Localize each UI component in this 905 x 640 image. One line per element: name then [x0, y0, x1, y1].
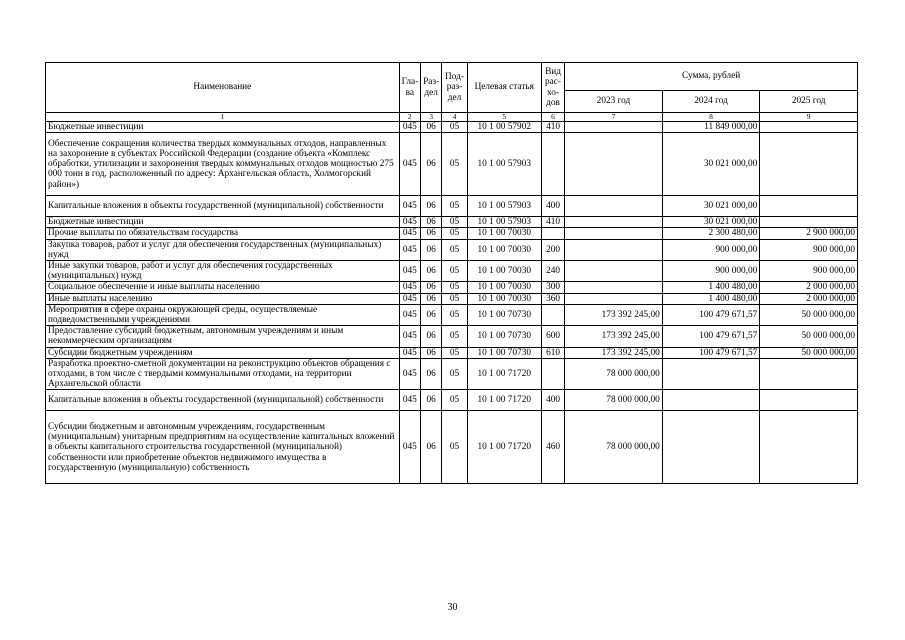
col-number: 6 — [541, 113, 564, 122]
header-expense-type: Вид рас-хо-дов — [541, 63, 564, 113]
row-razdel: 06 — [420, 390, 441, 411]
row-sum-2024: 1 400 480,00 — [662, 293, 760, 304]
row-target-article: 10 1 00 70030 — [467, 228, 541, 239]
row-target-article: 10 1 00 57902 — [467, 122, 541, 133]
row-sum-2023 — [565, 282, 663, 293]
row-sum-2025 — [760, 358, 858, 390]
row-sum-2024 — [662, 358, 760, 390]
row-sum-2023: 78 000 000,00 — [565, 390, 663, 411]
row-expense-type — [541, 133, 564, 196]
table-row — [46, 326, 858, 347]
row-podrazdel: 05 — [442, 228, 467, 239]
row-target-article: 10 1 00 57903 — [467, 217, 541, 228]
row-name: Социальное обеспечение и иные выплаты населению — [46, 282, 400, 293]
row-expense-type: 200 — [541, 239, 564, 260]
table-row — [46, 358, 858, 390]
row-name: Капитальные вложения в объекты государственной (муниципальной) собственности — [46, 196, 400, 217]
row-sum-2024: 2 300 480,00 — [662, 228, 760, 239]
row-name: Субсидии бюджетным учреждениям — [46, 347, 400, 358]
col-number: 8 — [662, 113, 760, 122]
row-target-article: 10 1 00 70030 — [467, 293, 541, 304]
table-row — [46, 293, 858, 304]
col-number: 4 — [442, 113, 467, 122]
table-row — [46, 239, 858, 260]
row-name: Капитальные вложения в объекты государственной (муниципальной) собственности — [46, 390, 400, 411]
row-razdel: 06 — [420, 304, 441, 325]
col-number: 1 — [46, 113, 400, 122]
row-sum-2025 — [760, 390, 858, 411]
row-sum-2023 — [565, 196, 663, 217]
row-expense-type: 410 — [541, 217, 564, 228]
col-number: 5 — [467, 113, 541, 122]
row-sum-2025: 2 000 000,00 — [760, 293, 858, 304]
col-number: 9 — [760, 113, 858, 122]
row-expense-type: 600 — [541, 326, 564, 347]
row-sum-2025 — [760, 122, 858, 133]
row-razdel: 06 — [420, 122, 441, 133]
row-razdel: 06 — [420, 293, 441, 304]
row-name: Разработка проектно-сметной документации на реконструкцию объектов обращения с отходами, в том числе с твердыми коммунальными отходами, на территории Архангельской области — [46, 358, 400, 390]
col-number: 2 — [399, 113, 420, 122]
header-year-2025: 2025 год — [760, 91, 858, 113]
row-razdel: 06 — [420, 228, 441, 239]
row-sum-2023 — [565, 239, 663, 260]
row-razdel: 06 — [420, 196, 441, 217]
row-sum-2023 — [565, 228, 663, 239]
row-glava: 045 — [399, 261, 420, 282]
table-row — [46, 304, 858, 325]
row-podrazdel: 05 — [442, 390, 467, 411]
row-name: Обеспечение сокращения количества твердых коммунальных отходов, направленных на захоронение в субъектах Российской Федерации (создание объекта «Комплекс обработки, утилизации и захоронения твердых коммунальных отходов мощностью 275 000 тонн в год, расположенный по адресу: Архангельская область, Холмогорский район») — [46, 133, 400, 196]
row-sum-2023 — [565, 133, 663, 196]
table-row — [46, 217, 858, 228]
header-target-article: Целевая статья — [467, 63, 541, 113]
row-podrazdel: 05 — [442, 196, 467, 217]
row-glava: 045 — [399, 390, 420, 411]
row-sum-2024: 100 479 671,57 — [662, 304, 760, 325]
row-razdel: 06 — [420, 133, 441, 196]
row-target-article: 10 1 00 71720 — [467, 390, 541, 411]
row-podrazdel: 05 — [442, 122, 467, 133]
row-razdel: 06 — [420, 326, 441, 347]
row-glava: 045 — [399, 293, 420, 304]
row-name: Бюджетные инвестиции — [46, 217, 400, 228]
row-target-article: 10 1 00 70030 — [467, 282, 541, 293]
row-sum-2024: 30 021 000,00 — [662, 217, 760, 228]
row-expense-type: 240 — [541, 261, 564, 282]
row-expense-type: 400 — [541, 390, 564, 411]
row-target-article: 10 1 00 70030 — [467, 261, 541, 282]
header-razdel: Раз-дел — [420, 63, 441, 113]
row-glava: 045 — [399, 411, 420, 484]
table-row — [46, 282, 858, 293]
row-target-article: 10 1 00 70730 — [467, 304, 541, 325]
row-glava: 045 — [399, 122, 420, 133]
row-sum-2024: 100 479 671,57 — [662, 326, 760, 347]
row-sum-2025: 50 000 000,00 — [760, 326, 858, 347]
header-podrazdel: Под-раз-дел — [442, 63, 467, 113]
row-expense-type: 360 — [541, 293, 564, 304]
page-number: 30 — [447, 602, 458, 613]
row-glava: 045 — [399, 326, 420, 347]
row-sum-2024: 900 000,00 — [662, 239, 760, 260]
row-target-article: 10 1 00 70030 — [467, 239, 541, 260]
row-glava: 045 — [399, 217, 420, 228]
row-target-article: 10 1 00 70730 — [467, 347, 541, 358]
table-row — [46, 390, 858, 411]
row-podrazdel: 05 — [442, 133, 467, 196]
row-podrazdel: 05 — [442, 282, 467, 293]
row-target-article: 10 1 00 70730 — [467, 326, 541, 347]
row-razdel: 06 — [420, 239, 441, 260]
row-expense-type: 300 — [541, 282, 564, 293]
row-sum-2024: 11 849 000,00 — [662, 122, 760, 133]
row-expense-type: 610 — [541, 347, 564, 358]
row-glava: 045 — [399, 196, 420, 217]
row-sum-2024 — [662, 411, 760, 484]
row-sum-2025: 2 000 000,00 — [760, 282, 858, 293]
row-sum-2024: 30 021 000,00 — [662, 196, 760, 217]
row-target-article: 10 1 00 57903 — [467, 196, 541, 217]
row-sum-2025 — [760, 133, 858, 196]
row-sum-2025: 50 000 000,00 — [760, 347, 858, 358]
row-glava: 045 — [399, 358, 420, 390]
row-glava: 045 — [399, 228, 420, 239]
table-row — [46, 347, 858, 358]
row-podrazdel: 05 — [442, 239, 467, 260]
row-razdel: 06 — [420, 261, 441, 282]
row-podrazdel: 05 — [442, 261, 467, 282]
row-razdel: 06 — [420, 411, 441, 484]
row-expense-type — [541, 228, 564, 239]
row-expense-type — [541, 358, 564, 390]
row-target-article: 10 1 00 71720 — [467, 411, 541, 484]
table-row — [46, 411, 858, 484]
row-podrazdel: 05 — [442, 411, 467, 484]
row-name: Иные выплаты населению — [46, 293, 400, 304]
row-sum-2023 — [565, 217, 663, 228]
row-sum-2025: 2 900 000,00 — [760, 228, 858, 239]
row-expense-type: 400 — [541, 196, 564, 217]
row-glava: 045 — [399, 347, 420, 358]
table-row — [46, 133, 858, 196]
row-expense-type — [541, 304, 564, 325]
row-sum-2024: 100 479 671,57 — [662, 347, 760, 358]
header-year-2024: 2024 год — [662, 91, 760, 113]
row-razdel: 06 — [420, 282, 441, 293]
row-sum-2025: 900 000,00 — [760, 261, 858, 282]
row-sum-2023 — [565, 293, 663, 304]
row-sum-2023 — [565, 122, 663, 133]
row-podrazdel: 05 — [442, 358, 467, 390]
row-target-article: 10 1 00 71720 — [467, 358, 541, 390]
row-sum-2023: 173 392 245,00 — [565, 347, 663, 358]
row-razdel: 06 — [420, 347, 441, 358]
table-row — [46, 122, 858, 133]
row-name: Прочие выплаты по обязательствам государства — [46, 228, 400, 239]
row-podrazdel: 05 — [442, 304, 467, 325]
row-name: Бюджетные инвестиции — [46, 122, 400, 133]
row-expense-type: 460 — [541, 411, 564, 484]
row-sum-2025 — [760, 411, 858, 484]
row-razdel: 06 — [420, 217, 441, 228]
row-glava: 045 — [399, 282, 420, 293]
row-sum-2025 — [760, 217, 858, 228]
row-podrazdel: 05 — [442, 347, 467, 358]
row-target-article: 10 1 00 57903 — [467, 133, 541, 196]
row-sum-2023: 173 392 245,00 — [565, 304, 663, 325]
row-glava: 045 — [399, 133, 420, 196]
row-name: Закупка товаров, работ и услуг для обеспечения государственных (муниципальных) нужд — [46, 239, 400, 260]
row-name: Иные закупки товаров, работ и услуг для обеспечения государственных (муниципальных) нужд — [46, 261, 400, 282]
col-number: 7 — [565, 113, 663, 122]
row-name: Субсидии бюджетным и автономным учреждениям, государственным (муниципальным) унитарным предприятиям на осуществление капитальных вложений в объекты капитального строительства государственной (муниципальной) собственности или приобретение объектов недвижимого имущества в государственную (муниципальную) собственность — [46, 411, 400, 484]
row-glava: 045 — [399, 304, 420, 325]
row-sum-2025 — [760, 196, 858, 217]
row-name: Предоставление субсидий бюджетным, автономным учреждениям и иным некоммерческим организациям — [46, 326, 400, 347]
row-sum-2024: 1 400 480,00 — [662, 282, 760, 293]
budget-table — [45, 62, 858, 484]
row-sum-2023: 78 000 000,00 — [565, 411, 663, 484]
row-sum-2024 — [662, 390, 760, 411]
row-expense-type: 410 — [541, 122, 564, 133]
row-sum-2023 — [565, 261, 663, 282]
header-glava: Гла-ва — [399, 63, 420, 113]
row-razdel: 06 — [420, 358, 441, 390]
row-sum-2023: 78 000 000,00 — [565, 358, 663, 390]
row-glava: 045 — [399, 239, 420, 260]
row-sum-2023: 173 392 245,00 — [565, 326, 663, 347]
row-sum-2024: 30 021 000,00 — [662, 133, 760, 196]
table-row — [46, 261, 858, 282]
row-podrazdel: 05 — [442, 217, 467, 228]
header-sum: Сумма, рублей — [565, 63, 858, 91]
row-sum-2025: 900 000,00 — [760, 239, 858, 260]
row-sum-2024: 900 000,00 — [662, 261, 760, 282]
row-name: Мероприятия в сфере охраны окружающей среды, осуществляемые подведомственными учреждениями — [46, 304, 400, 325]
table-row — [46, 196, 858, 217]
column-number-row — [46, 113, 858, 122]
header-year-2023: 2023 год — [565, 91, 663, 113]
table-row — [46, 228, 858, 239]
row-sum-2025: 50 000 000,00 — [760, 304, 858, 325]
row-podrazdel: 05 — [442, 293, 467, 304]
header-name: Наименование — [46, 63, 400, 113]
row-podrazdel: 05 — [442, 326, 467, 347]
col-number: 3 — [420, 113, 441, 122]
